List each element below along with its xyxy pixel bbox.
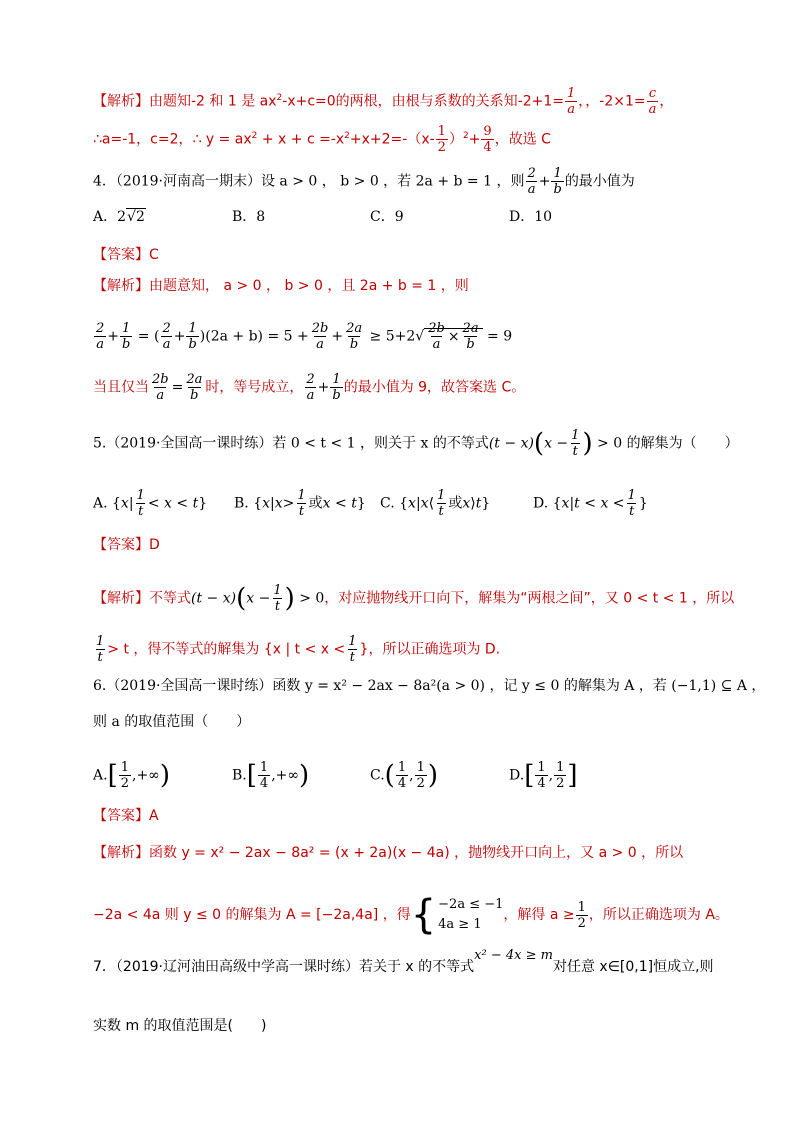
fraction: $\frac{1}{t}$ (571, 428, 580, 459)
analysis-tag: 【解析】 (93, 590, 149, 607)
q6-answer (93, 806, 159, 826)
q4-analysis-text: = 9 (487, 328, 513, 345)
q4-stem-text: 的最小值为 (564, 173, 635, 190)
fraction: $\frac{2a}{b}$ (346, 321, 363, 352)
q5-stem-text: 5.（2019·全国高一课时练）若 0 < t < 1 ，则关于 x 的不等式 (93, 435, 489, 452)
fraction: $\frac{1}{b}$ (332, 372, 341, 403)
fraction: $\frac{2}{a}$ (162, 321, 171, 352)
fraction: $\frac{2}{a}$ (306, 372, 315, 403)
answer-tag: 【答案】 (93, 537, 149, 553)
q3-analysis-text: ） (448, 131, 463, 148)
q6-option-c[interactable]: C.( $\frac{1}{4}$ , $\frac{1}{2}$ ) (370, 760, 438, 791)
q3-analysis-text: ，，-2×1= (578, 93, 646, 110)
system-row: 4a ≥ 1 (438, 917, 482, 932)
fraction: $\frac{1}{b}$ (553, 166, 562, 197)
q4-stem-text: 4．（2019·河南高一期末）设 a > 0 ， b > 0 ，若 2a + b = 1 ，则 (93, 173, 525, 190)
q4-analysis-line2: $\frac{2}{a}$ + $\frac{1}{b}$ = ( $\frac{2}{a}$ + $\frac{1}{b}$ )(2a + b) = 5 + $\frac{2b}{a}$ + $\frac{2a}{b}$ ≥ 5+2√ $\frac{2b}{a}$ × $\frac{2a}{b}$ = 9 (96, 321, 513, 352)
q6-option-d[interactable]: D.[ $\frac{1}{4}$ , $\frac{1}{2}$ ] (509, 760, 578, 791)
inequality-system: { −2a ≤ −1 4a ≥ 1 (410, 892, 504, 938)
fraction: $\frac{1}{4}$ (537, 760, 546, 791)
q7-stem-line2: 实数 m 的取值范围是( ) (93, 1018, 267, 1034)
fraction: $\frac{1}{t}$ (96, 634, 105, 665)
q5-option-c[interactable]: C. {x|x⟨ $\frac{1}{t}$ 或x⟩t} (380, 488, 491, 519)
q7-stem-text: 7．（2019·辽河油田高级中学高一课时练）若关于 x 的不等式 (93, 959, 475, 975)
fraction: $\frac{1}{4}$ (397, 760, 407, 791)
fraction: $\frac{2a}{b}$ (462, 321, 479, 352)
q3-analysis-text: ∴a=-1，c=2，∴ y = ax (93, 131, 252, 148)
q5-analysis-text: > t ，得不等式的解集为 {x | t < x < (107, 641, 346, 658)
q3-analysis-line2: ∴a=-1，c=2，∴ $y = ax^2 + x + c =-x^2+x+2=-(x-$ $\frac{1}{2}$ ）$^2$+ $\frac{9}{4}$ ，故选 C (93, 124, 551, 155)
fraction: $\frac{2b}{a}$ (428, 321, 445, 352)
q6-analysis-text: ，解得 a ≥ (503, 907, 575, 923)
q7-stem-line1 (93, 948, 714, 978)
q4-option-d[interactable]: D．10 (509, 209, 553, 225)
q7-stem-text: 对任意 x∈[0,1]恒成立,则 (552, 959, 714, 975)
q4-stem: 4．（2019·河南高一期末）设 a > 0 ， b > 0 ，若 2a + b = 1 ，则 $\frac{2}{a}$ + $\frac{1}{b}$ 的最小值为 (93, 166, 635, 197)
fraction: $\frac{9}{4}$ (483, 124, 492, 155)
q3-analysis-text: +x+2=-（x- (349, 131, 435, 148)
answer-value: D (149, 537, 160, 553)
q5-option-a[interactable]: A. {x| $\frac{1}{t}$ < x < t} (93, 488, 208, 519)
q4-option-b[interactable]: B．8 (232, 209, 266, 225)
fraction: $\frac{1}{a}$ (567, 86, 576, 117)
q3-analysis-text: + (468, 131, 481, 148)
q6-analysis-text: −2a < 4a 则 y ≤ 0 的解集为 A = [−2a,4a] ，得 (93, 907, 411, 923)
q3-analysis-text: + x + c =-x (257, 131, 345, 148)
q5-option-b[interactable]: B. {x|x> $\frac{1}{t}$ 或x < t} (234, 488, 366, 519)
q5-option-d[interactable]: D. {x|t < x < $\frac{1}{t}$ } (533, 488, 648, 519)
fraction: $\frac{1}{2}$ (556, 760, 565, 791)
answer-value: A (149, 808, 159, 824)
q4-analysis-text: 当且仅当 (93, 379, 149, 396)
q6-option-a[interactable]: A.[ $\frac{1}{2}$ ,+∞) (93, 760, 170, 791)
q3-analysis-line1: 【解析】由题知-2 和 1 是 $ax^2-x+c=0$的两根，由根与系数的关系知-2+1= $\frac{1}{a}$ ，，-2×1= $\frac{c}{a}$ ， (93, 86, 674, 117)
fraction: $\frac{1}{2}$ (577, 899, 586, 931)
answer-tag: 【答案】 (93, 247, 149, 263)
q4-option-a[interactable]: A．2√2 (93, 209, 145, 225)
answer-value: C (149, 247, 159, 263)
fraction: $\frac{1}{b}$ (188, 321, 197, 352)
q3-analysis-text: 由题知-2 和 1 是 ax (149, 93, 277, 110)
q4-analysis-line1 (93, 276, 469, 296)
fraction: $\frac{2}{a}$ (527, 166, 536, 197)
q6-stem-line2: 则 a 的取值范围（ ） (93, 714, 251, 730)
fraction: $\frac{1}{4}$ (259, 760, 269, 791)
analysis-tag: 【解析】 (93, 845, 149, 861)
fraction: $\frac{1}{2}$ (437, 124, 446, 155)
q6-option-b[interactable]: B.[ $\frac{1}{4}$ ,+∞) (232, 760, 310, 791)
q3-analysis-text: -x+c=0的两根，由根与系数的关系知-2+1= (282, 93, 564, 110)
q6-analysis-text: 函数 y = x² − 2ax − 8a² = (x + 2a)(x − 4a) ，抛物线开口向上，又 a > 0 ，所以 (149, 845, 684, 861)
fraction: $\frac{1}{t}$ (136, 488, 145, 519)
q4-analysis-text: 时，等号成立， (205, 379, 304, 396)
fraction: $\frac{1}{t}$ (348, 634, 357, 665)
q6-analysis-line1 (93, 843, 683, 863)
q6-stem-line1: 6.（2019·全国高一课时练）函数 y = x² − 2ax − 8a²(a > 0) ，记 y ≤ 0 的解集为 A ，若 (−1,1) ⊆ A ， (93, 678, 766, 694)
fraction: $\frac{1}{t}$ (297, 488, 306, 519)
analysis-tag: 【解析】 (93, 93, 149, 110)
fraction: $\frac{2b}{a}$ (311, 321, 329, 352)
system-row: −2a ≤ −1 (438, 897, 504, 912)
q5-analysis-line1: 【解析】不等式(t − x)(x − $\frac{1}{t}$ ) > 0，对应抛物线开口向下，解集为“两根之间”，又 0 < t < 1 ，所以 (93, 583, 735, 614)
q4-option-c[interactable]: C．9 (370, 209, 404, 225)
fraction: $\frac{1}{t}$ (273, 583, 282, 614)
fraction: $\frac{1}{b}$ (122, 321, 131, 352)
answer-tag: 【答案】 (93, 808, 149, 824)
fraction: $\frac{2a}{b}$ (186, 372, 203, 403)
q5-stem-text: 的解集为（ ） (626, 435, 739, 452)
q5-answer (93, 535, 160, 555)
q3-analysis-text: ， (659, 93, 674, 110)
q7-inequality: x² − 4x ≥ m (474, 948, 553, 963)
fraction: $\frac{1}{2}$ (416, 760, 425, 791)
q4-analysis-text: 的最小值为 9，故答案选 C。 (343, 379, 526, 396)
fraction: $\frac{c}{a}$ (648, 86, 657, 117)
analysis-tag: 【解析】 (93, 278, 149, 294)
q5-analysis-text: }，所以正确选项为 D. (359, 641, 501, 658)
fraction: $\frac{1}{t}$ (437, 488, 446, 519)
q4-analysis-text: (2a + b) = 5 + (205, 328, 309, 345)
fraction: $\frac{2b}{a}$ (152, 372, 169, 403)
q4-analysis-line3: 当且仅当 $\frac{2b}{a}$ = $\frac{2a}{b}$ 时，等号成立， $\frac{2}{a}$ + $\frac{1}{b}$ 的最小值为 9，故答案选 C。 (93, 372, 526, 403)
q5-analysis-text: ，对应抛物线开口向下，解集为“两根之间”，又 0 < t < 1 ，所以 (324, 590, 735, 607)
fraction: $\frac{1}{t}$ (627, 488, 636, 519)
q5-analysis-line2 (93, 634, 500, 665)
q4-answer (93, 245, 159, 265)
fraction: $\frac{2}{a}$ (96, 321, 105, 352)
q3-analysis-text: ，故选 C (494, 131, 551, 148)
q6-analysis-line2 (93, 892, 729, 938)
q5-analysis-text: 不等式 (149, 590, 191, 607)
fraction: $\frac{1}{2}$ (120, 760, 129, 791)
q5-stem: 5.（2019·全国高一课时练）若 0 < t < 1 ，则关于 x 的不等式(t − x)(x − $\frac{1}{t}$ ) > 0 的解集为（ ） (93, 428, 739, 459)
q4-analysis-text: 由题意知， a > 0 ， b > 0 ，且 2a + b = 1 ，则 (149, 278, 469, 294)
q6-analysis-text: ，所以正确选项为 A。 (588, 907, 729, 923)
